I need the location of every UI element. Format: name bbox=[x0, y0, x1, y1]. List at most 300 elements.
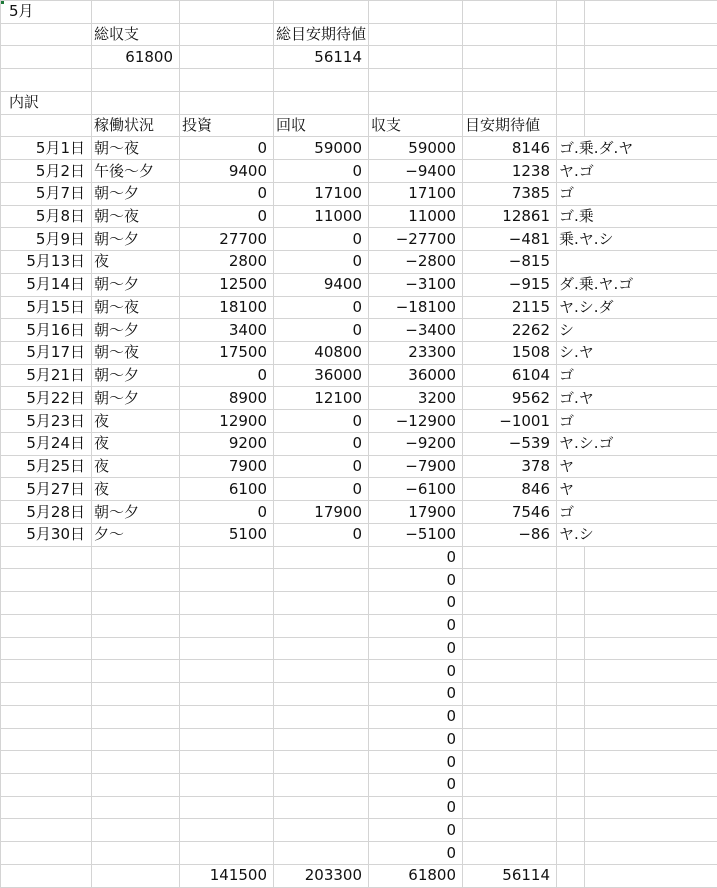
cell[interactable] bbox=[274, 751, 369, 774]
cell[interactable] bbox=[557, 683, 585, 706]
cell[interactable] bbox=[1, 842, 92, 865]
cell[interactable] bbox=[463, 637, 557, 660]
investment-cell[interactable]: 2800 bbox=[180, 251, 274, 274]
date-cell[interactable]: 5月21日 bbox=[1, 364, 92, 387]
cell[interactable] bbox=[557, 773, 585, 796]
cell[interactable] bbox=[1, 751, 92, 774]
cell[interactable] bbox=[92, 751, 180, 774]
cell[interactable] bbox=[1, 23, 92, 46]
cell[interactable] bbox=[92, 569, 180, 592]
date-cell[interactable]: 5月2日 bbox=[1, 160, 92, 183]
expected-cell[interactable]: −481 bbox=[463, 228, 557, 251]
sheet-row bbox=[1, 91, 717, 114]
balance-cell[interactable]: −12900 bbox=[369, 410, 463, 433]
cell[interactable] bbox=[180, 91, 274, 114]
cell[interactable] bbox=[463, 796, 557, 819]
balance-cell[interactable]: 0 bbox=[369, 546, 463, 569]
balance-cell[interactable]: 0 bbox=[369, 796, 463, 819]
balance-cell[interactable]: 0 bbox=[369, 705, 463, 728]
balance-cell[interactable]: −9200 bbox=[369, 432, 463, 455]
cell[interactable] bbox=[1, 773, 92, 796]
cell[interactable] bbox=[92, 842, 180, 865]
cell[interactable] bbox=[557, 819, 585, 842]
cell[interactable] bbox=[274, 842, 369, 865]
status-cell[interactable]: 夜 bbox=[92, 432, 180, 455]
cell[interactable] bbox=[463, 46, 557, 69]
cell[interactable] bbox=[557, 546, 585, 569]
cell[interactable] bbox=[274, 637, 369, 660]
cell[interactable] bbox=[463, 660, 557, 683]
cell[interactable] bbox=[1, 819, 92, 842]
investment-cell[interactable]: 17500 bbox=[180, 342, 274, 365]
cell[interactable] bbox=[180, 728, 274, 751]
investment-cell[interactable]: 3400 bbox=[180, 319, 274, 342]
cell[interactable] bbox=[369, 69, 463, 92]
expected-cell[interactable]: 2262 bbox=[463, 319, 557, 342]
date-cell[interactable]: 5月16日 bbox=[1, 319, 92, 342]
expected-cell[interactable]: 7546 bbox=[463, 501, 557, 524]
balance-cell[interactable]: 3200 bbox=[369, 387, 463, 410]
cell[interactable] bbox=[92, 864, 180, 887]
cell[interactable] bbox=[92, 1, 180, 24]
table-row bbox=[1, 342, 717, 365]
status-cell[interactable]: 朝～夕 bbox=[92, 182, 180, 205]
total-recovery-cell[interactable]: 203300 bbox=[274, 864, 369, 887]
investment-cell[interactable]: 5100 bbox=[180, 523, 274, 546]
expected-cell[interactable]: −539 bbox=[463, 432, 557, 455]
cell[interactable] bbox=[585, 705, 717, 728]
cell[interactable] bbox=[180, 637, 274, 660]
cell[interactable] bbox=[585, 46, 717, 69]
cell[interactable] bbox=[557, 864, 585, 887]
cell[interactable] bbox=[274, 91, 369, 114]
expected-cell[interactable]: −86 bbox=[463, 523, 557, 546]
status-cell[interactable]: 夜 bbox=[92, 410, 180, 433]
recovery-cell[interactable]: 40800 bbox=[274, 342, 369, 365]
cell[interactable] bbox=[463, 773, 557, 796]
cell[interactable] bbox=[92, 819, 180, 842]
expected-cell[interactable]: 2115 bbox=[463, 296, 557, 319]
date-cell[interactable]: 5月7日 bbox=[1, 182, 92, 205]
investment-cell[interactable]: 6100 bbox=[180, 478, 274, 501]
table-row bbox=[1, 523, 717, 546]
recovery-cell[interactable]: 36000 bbox=[274, 364, 369, 387]
cell[interactable] bbox=[557, 23, 585, 46]
cell[interactable] bbox=[557, 796, 585, 819]
balance-cell[interactable]: 36000 bbox=[369, 364, 463, 387]
expected-cell[interactable]: 12861 bbox=[463, 205, 557, 228]
cell[interactable] bbox=[585, 683, 717, 706]
cell[interactable] bbox=[585, 23, 717, 46]
cell[interactable] bbox=[274, 614, 369, 637]
cell[interactable] bbox=[557, 660, 585, 683]
cell[interactable] bbox=[585, 842, 717, 865]
cell[interactable] bbox=[180, 819, 274, 842]
status-cell[interactable]: 朝～夕 bbox=[92, 273, 180, 296]
cell[interactable] bbox=[1, 728, 92, 751]
cell[interactable] bbox=[463, 819, 557, 842]
status-cell[interactable]: 朝～夕 bbox=[92, 501, 180, 524]
cell[interactable] bbox=[274, 819, 369, 842]
investment-cell[interactable]: 0 bbox=[180, 501, 274, 524]
cell[interactable] bbox=[557, 1, 585, 24]
cell[interactable] bbox=[369, 46, 463, 69]
cell[interactable] bbox=[585, 751, 717, 774]
cell[interactable] bbox=[274, 728, 369, 751]
expected-cell[interactable]: 6104 bbox=[463, 364, 557, 387]
investment-cell[interactable]: 9200 bbox=[180, 432, 274, 455]
cell[interactable] bbox=[585, 91, 717, 114]
cell[interactable] bbox=[463, 546, 557, 569]
recovery-cell[interactable]: 12100 bbox=[274, 387, 369, 410]
cell[interactable] bbox=[557, 842, 585, 865]
cell[interactable] bbox=[92, 728, 180, 751]
investment-cell[interactable]: 0 bbox=[180, 137, 274, 160]
cell[interactable] bbox=[557, 46, 585, 69]
cell[interactable] bbox=[585, 728, 717, 751]
balance-cell[interactable]: −3100 bbox=[369, 273, 463, 296]
cell[interactable] bbox=[92, 683, 180, 706]
table-row bbox=[1, 796, 717, 819]
balance-cell[interactable]: 0 bbox=[369, 569, 463, 592]
cell[interactable] bbox=[463, 91, 557, 114]
status-cell[interactable]: 朝～夜 bbox=[92, 205, 180, 228]
cell[interactable] bbox=[585, 114, 717, 137]
recovery-cell[interactable]: 17100 bbox=[274, 182, 369, 205]
cell[interactable] bbox=[557, 705, 585, 728]
cell[interactable] bbox=[1, 864, 92, 887]
balance-cell[interactable]: 0 bbox=[369, 819, 463, 842]
cell[interactable] bbox=[557, 614, 585, 637]
cell[interactable] bbox=[92, 592, 180, 615]
date-cell[interactable]: 5月15日 bbox=[1, 296, 92, 319]
recovery-cell[interactable]: 0 bbox=[274, 228, 369, 251]
cell[interactable] bbox=[463, 842, 557, 865]
date-cell[interactable]: 5月17日 bbox=[1, 342, 92, 365]
balance-cell[interactable]: 0 bbox=[369, 842, 463, 865]
note-cell[interactable]: 乗.ヤ.シ bbox=[557, 228, 717, 251]
cell[interactable] bbox=[1, 614, 92, 637]
date-cell[interactable]: 5月13日 bbox=[1, 251, 92, 274]
cell[interactable] bbox=[180, 773, 274, 796]
recovery-cell[interactable]: 0 bbox=[274, 455, 369, 478]
status-cell[interactable]: 朝～夕 bbox=[92, 364, 180, 387]
cell[interactable] bbox=[463, 683, 557, 706]
cell[interactable] bbox=[180, 1, 274, 24]
cell[interactable] bbox=[180, 546, 274, 569]
cell[interactable] bbox=[92, 705, 180, 728]
note-cell[interactable]: ヤ.ゴ bbox=[557, 160, 717, 183]
cell[interactable] bbox=[180, 842, 274, 865]
expected-cell[interactable]: 378 bbox=[463, 455, 557, 478]
header-expected-cell[interactable]: 目安期待値 bbox=[463, 114, 557, 137]
total-balance-value-cell[interactable]: 61800 bbox=[92, 46, 180, 69]
expected-cell[interactable]: 9562 bbox=[463, 387, 557, 410]
table-row bbox=[1, 569, 717, 592]
investment-cell[interactable]: 12900 bbox=[180, 410, 274, 433]
cell[interactable] bbox=[1, 705, 92, 728]
note-cell[interactable]: ゴ bbox=[557, 364, 717, 387]
recovery-cell[interactable]: 0 bbox=[274, 319, 369, 342]
cell[interactable] bbox=[274, 592, 369, 615]
note-cell[interactable]: ヤ.シ.ゴ bbox=[557, 432, 717, 455]
cell[interactable] bbox=[274, 660, 369, 683]
note-cell[interactable]: ゴ bbox=[557, 501, 717, 524]
balance-cell[interactable]: 0 bbox=[369, 728, 463, 751]
date-cell[interactable]: 5月25日 bbox=[1, 455, 92, 478]
cell[interactable] bbox=[92, 69, 180, 92]
cell[interactable] bbox=[557, 91, 585, 114]
status-cell[interactable]: 朝～夜 bbox=[92, 342, 180, 365]
cell[interactable] bbox=[1, 796, 92, 819]
cell[interactable] bbox=[92, 91, 180, 114]
note-cell[interactable]: ヤ.シ bbox=[557, 523, 717, 546]
investment-cell[interactable]: 27700 bbox=[180, 228, 274, 251]
note-cell[interactable]: ゴ bbox=[557, 182, 717, 205]
recovery-cell[interactable]: 0 bbox=[274, 296, 369, 319]
note-cell[interactable]: ダ.乗.ヤ.ゴ bbox=[557, 273, 717, 296]
balance-cell[interactable]: −5100 bbox=[369, 523, 463, 546]
cell[interactable] bbox=[463, 592, 557, 615]
recovery-cell[interactable]: 59000 bbox=[274, 137, 369, 160]
note-cell[interactable]: ゴ.ヤ bbox=[557, 387, 717, 410]
status-cell[interactable]: 午後～夕 bbox=[92, 160, 180, 183]
recovery-cell[interactable]: 0 bbox=[274, 410, 369, 433]
cell[interactable] bbox=[274, 546, 369, 569]
date-cell[interactable]: 5月14日 bbox=[1, 273, 92, 296]
status-cell[interactable]: 朝～夜 bbox=[92, 137, 180, 160]
date-cell[interactable]: 5月24日 bbox=[1, 432, 92, 455]
cell[interactable] bbox=[1, 683, 92, 706]
balance-cell[interactable]: −9400 bbox=[369, 160, 463, 183]
cell[interactable] bbox=[369, 91, 463, 114]
cell[interactable] bbox=[92, 614, 180, 637]
total-investment-cell[interactable]: 141500 bbox=[180, 864, 274, 887]
cell[interactable] bbox=[585, 796, 717, 819]
balance-cell[interactable]: −27700 bbox=[369, 228, 463, 251]
sheet-row bbox=[1, 69, 717, 92]
balance-cell[interactable]: 0 bbox=[369, 592, 463, 615]
date-cell[interactable]: 5月8日 bbox=[1, 205, 92, 228]
balance-cell[interactable]: 59000 bbox=[369, 137, 463, 160]
cell[interactable] bbox=[557, 592, 585, 615]
header-recovery-cell[interactable]: 回収 bbox=[274, 114, 369, 137]
cell[interactable] bbox=[1, 592, 92, 615]
total-balance-cell[interactable]: 61800 bbox=[369, 864, 463, 887]
expected-cell[interactable]: 846 bbox=[463, 478, 557, 501]
recovery-cell[interactable]: 17900 bbox=[274, 501, 369, 524]
cell[interactable] bbox=[1, 546, 92, 569]
header-investment-cell[interactable]: 投資 bbox=[180, 114, 274, 137]
balance-cell[interactable]: 0 bbox=[369, 683, 463, 706]
cell[interactable] bbox=[585, 546, 717, 569]
balance-cell[interactable]: 17900 bbox=[369, 501, 463, 524]
date-cell[interactable]: 5月22日 bbox=[1, 387, 92, 410]
total-expected-cell[interactable]: 56114 bbox=[463, 864, 557, 887]
cell[interactable] bbox=[180, 23, 274, 46]
cell[interactable] bbox=[1, 46, 92, 69]
cell[interactable] bbox=[463, 728, 557, 751]
cell[interactable] bbox=[92, 773, 180, 796]
cell[interactable] bbox=[92, 637, 180, 660]
expected-cell[interactable]: −815 bbox=[463, 251, 557, 274]
status-cell[interactable]: 夜 bbox=[92, 455, 180, 478]
cell[interactable] bbox=[274, 1, 369, 24]
cell[interactable] bbox=[585, 592, 717, 615]
cell[interactable] bbox=[274, 796, 369, 819]
cell[interactable] bbox=[180, 796, 274, 819]
investment-cell[interactable]: 7900 bbox=[180, 455, 274, 478]
total-expected-value-cell[interactable]: 56114 bbox=[274, 46, 369, 69]
recovery-cell[interactable]: 0 bbox=[274, 432, 369, 455]
cell[interactable] bbox=[274, 773, 369, 796]
status-cell[interactable]: 夜 bbox=[92, 478, 180, 501]
cell[interactable] bbox=[585, 773, 717, 796]
balance-cell[interactable]: −6100 bbox=[369, 478, 463, 501]
note-cell[interactable] bbox=[557, 251, 717, 274]
cell[interactable] bbox=[274, 69, 369, 92]
expected-cell[interactable]: 8146 bbox=[463, 137, 557, 160]
cell[interactable] bbox=[585, 614, 717, 637]
cell[interactable] bbox=[1, 660, 92, 683]
investment-cell[interactable]: 9400 bbox=[180, 160, 274, 183]
recovery-cell[interactable]: 11000 bbox=[274, 205, 369, 228]
cell[interactable] bbox=[274, 705, 369, 728]
cell[interactable] bbox=[585, 1, 717, 24]
cell[interactable] bbox=[1, 569, 92, 592]
cell[interactable] bbox=[180, 592, 274, 615]
expected-cell[interactable]: 1238 bbox=[463, 160, 557, 183]
balance-cell[interactable]: −3400 bbox=[369, 319, 463, 342]
status-cell[interactable]: 朝～夜 bbox=[92, 296, 180, 319]
balance-cell[interactable]: 17100 bbox=[369, 182, 463, 205]
cell[interactable] bbox=[463, 1, 557, 24]
cell[interactable] bbox=[585, 637, 717, 660]
cell[interactable] bbox=[1, 637, 92, 660]
expected-cell[interactable]: −1001 bbox=[463, 410, 557, 433]
cell[interactable] bbox=[463, 569, 557, 592]
balance-cell[interactable]: −2800 bbox=[369, 251, 463, 274]
cell[interactable] bbox=[463, 751, 557, 774]
note-cell[interactable]: ゴ.乗.ダ.ヤ bbox=[557, 137, 717, 160]
cell[interactable] bbox=[180, 660, 274, 683]
cell[interactable] bbox=[180, 705, 274, 728]
cell[interactable] bbox=[463, 69, 557, 92]
total-expected-label-cell[interactable]: 総目安期待値 bbox=[274, 23, 369, 46]
balance-cell[interactable]: 0 bbox=[369, 637, 463, 660]
date-cell[interactable]: 5月1日 bbox=[1, 137, 92, 160]
cell[interactable] bbox=[557, 637, 585, 660]
cell[interactable] bbox=[585, 569, 717, 592]
expected-cell[interactable]: 7385 bbox=[463, 182, 557, 205]
cell[interactable] bbox=[585, 69, 717, 92]
balance-cell[interactable]: 0 bbox=[369, 751, 463, 774]
cell[interactable] bbox=[557, 728, 585, 751]
cell[interactable] bbox=[1, 69, 92, 92]
header-status-cell[interactable]: 稼働状況 bbox=[92, 114, 180, 137]
status-cell[interactable]: 朝～夕 bbox=[92, 387, 180, 410]
cell[interactable] bbox=[557, 751, 585, 774]
investment-cell[interactable]: 12500 bbox=[180, 273, 274, 296]
total-balance-label-cell[interactable]: 総収支 bbox=[92, 23, 180, 46]
cell[interactable] bbox=[180, 683, 274, 706]
date-cell[interactable]: 5月28日 bbox=[1, 501, 92, 524]
cell[interactable] bbox=[92, 796, 180, 819]
status-cell[interactable]: 朝～夕 bbox=[92, 319, 180, 342]
cell[interactable] bbox=[585, 819, 717, 842]
expected-cell[interactable]: −915 bbox=[463, 273, 557, 296]
cell[interactable] bbox=[180, 46, 274, 69]
note-cell[interactable]: ゴ bbox=[557, 410, 717, 433]
investment-cell[interactable]: 0 bbox=[180, 182, 274, 205]
cell[interactable] bbox=[180, 569, 274, 592]
balance-cell[interactable]: 23300 bbox=[369, 342, 463, 365]
cell[interactable] bbox=[463, 614, 557, 637]
cell[interactable] bbox=[92, 660, 180, 683]
header-balance-cell[interactable]: 収支 bbox=[369, 114, 463, 137]
investment-cell[interactable]: 0 bbox=[180, 205, 274, 228]
cell[interactable] bbox=[180, 69, 274, 92]
month-label-cell[interactable]: 5月 bbox=[1, 1, 92, 24]
note-cell[interactable]: ゴ.乗 bbox=[557, 205, 717, 228]
cell[interactable] bbox=[369, 1, 463, 24]
status-cell[interactable]: 夜 bbox=[92, 251, 180, 274]
cell[interactable] bbox=[557, 69, 585, 92]
balance-cell[interactable]: 11000 bbox=[369, 205, 463, 228]
detail-label-cell[interactable]: 内訳 bbox=[1, 91, 92, 114]
note-cell[interactable]: シ bbox=[557, 319, 717, 342]
cell[interactable] bbox=[180, 614, 274, 637]
cell[interactable] bbox=[585, 864, 717, 887]
cell[interactable] bbox=[274, 683, 369, 706]
recovery-cell[interactable]: 0 bbox=[274, 523, 369, 546]
date-cell[interactable]: 5月23日 bbox=[1, 410, 92, 433]
cell[interactable] bbox=[1, 114, 92, 137]
recovery-cell[interactable]: 0 bbox=[274, 478, 369, 501]
cell[interactable] bbox=[557, 569, 585, 592]
note-cell[interactable]: ヤ bbox=[557, 455, 717, 478]
investment-cell[interactable]: 18100 bbox=[180, 296, 274, 319]
status-cell[interactable]: 夕～ bbox=[92, 523, 180, 546]
note-cell[interactable]: ヤ.シ.ダ bbox=[557, 296, 717, 319]
recovery-cell[interactable]: 0 bbox=[274, 251, 369, 274]
cell[interactable] bbox=[585, 660, 717, 683]
cell[interactable] bbox=[463, 705, 557, 728]
date-cell[interactable]: 5月9日 bbox=[1, 228, 92, 251]
status-cell[interactable]: 朝～夕 bbox=[92, 228, 180, 251]
cell[interactable] bbox=[557, 114, 585, 137]
date-cell[interactable]: 5月30日 bbox=[1, 523, 92, 546]
balance-cell[interactable]: 0 bbox=[369, 614, 463, 637]
cell[interactable] bbox=[274, 569, 369, 592]
recovery-cell[interactable]: 9400 bbox=[274, 273, 369, 296]
date-cell[interactable]: 5月27日 bbox=[1, 478, 92, 501]
balance-cell[interactable]: 0 bbox=[369, 773, 463, 796]
note-cell[interactable]: シ.ヤ bbox=[557, 342, 717, 365]
note-cell[interactable]: ヤ bbox=[557, 478, 717, 501]
investment-cell[interactable]: 8900 bbox=[180, 387, 274, 410]
expected-cell[interactable]: 1508 bbox=[463, 342, 557, 365]
cell[interactable] bbox=[369, 23, 463, 46]
cell[interactable] bbox=[180, 751, 274, 774]
investment-cell[interactable]: 0 bbox=[180, 364, 274, 387]
balance-cell[interactable]: −18100 bbox=[369, 296, 463, 319]
balance-cell[interactable]: 0 bbox=[369, 660, 463, 683]
cell[interactable] bbox=[92, 546, 180, 569]
balance-cell[interactable]: −7900 bbox=[369, 455, 463, 478]
cell[interactable] bbox=[463, 23, 557, 46]
recovery-cell[interactable]: 0 bbox=[274, 160, 369, 183]
